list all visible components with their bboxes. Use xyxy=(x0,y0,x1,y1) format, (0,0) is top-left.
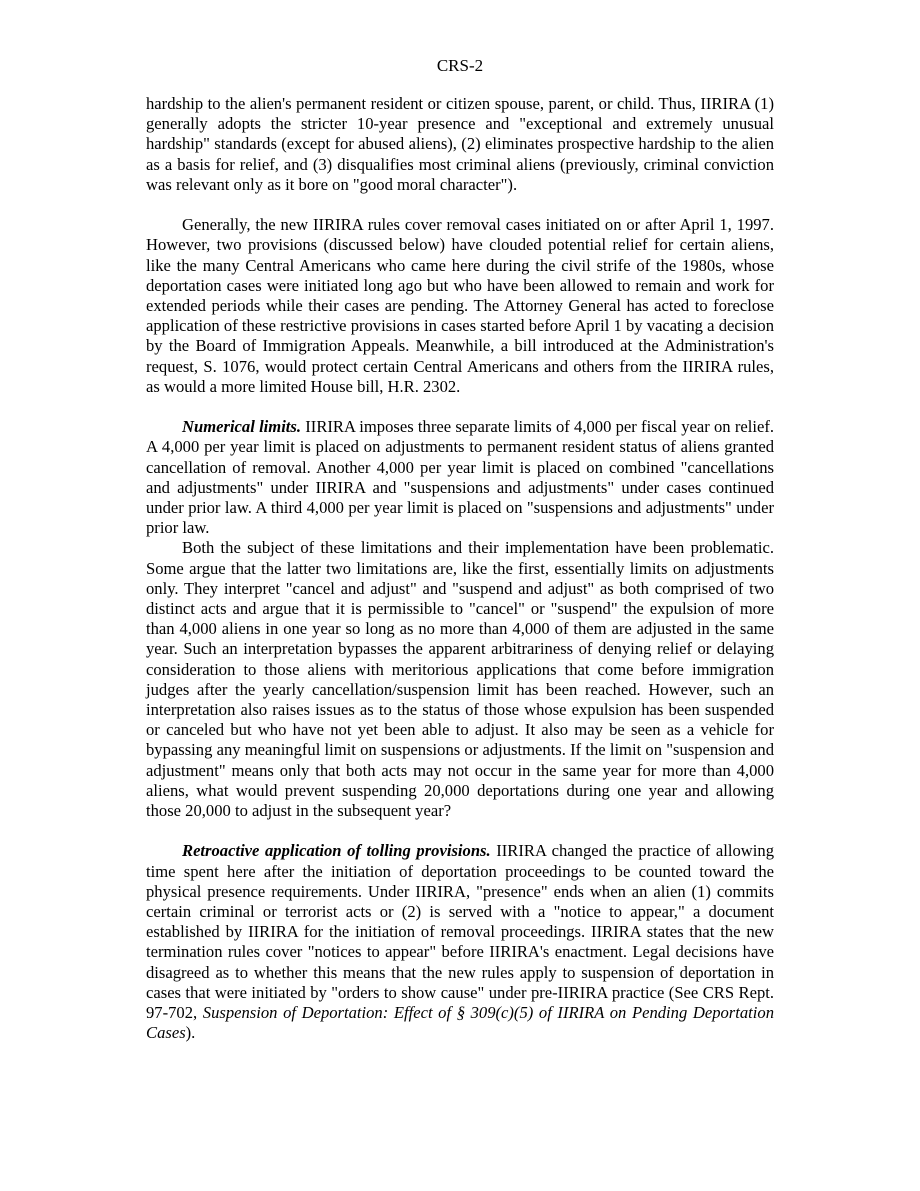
paragraph-numerical-limits xyxy=(146,417,774,538)
paragraph-hardship-summary: hardship to the alien's permanent resident or citizen spouse, parent, or child. Thus, IIRIRA (1) generally adopts the stricter 10-year presence and "exceptional and extremely unusual hardship" standards (except for abused aliens), (2) eliminates prospective hardship to the alien as a basis for relief, and (3) disqualifies most criminal aliens (previously, criminal conviction was relevant only as it bore on "good moral character"). xyxy=(146,94,774,194)
report-citation-title: Suspension of Deportation: Effect of § 309(c)(5) of IIRIRA on Pending Deportation Cases xyxy=(146,1003,774,1043)
tolling-provisions-text: IIRIRA changed the practice of allowing time spent here after the initiation of deportation proceedings to be counted toward the physical presence requirements. Under IIRIRA, "presence" ends when an alien (1) commits certain criminal or terrorist acts or (2) is served with a "notice to appear," a document established by IIRIRA for the initiation of removal proceedings. IIRIRA states that the new termination rules cover "notices to appear" before IIRIRA's enactment. Legal decisions have disagreed as to whether this means that the new rules apply to suspension of deportation in cases that were initiated by "orders to show cause" under pre-IIRIRA practice (See CRS Rept. 97-702, xyxy=(146,841,774,1023)
tolling-provisions-tail: ). xyxy=(185,1023,196,1043)
paragraph-iirira-rules: Generally, the new IIRIRA rules cover removal cases initiated on or after April 1, 1997. However, two provisions (discussed below) have clouded potential relief for certain aliens, like the many Central Americans who came here during the civil strife of the 1980s, whose deportation cases were initiated long ago but who have been allowed to remain and work for extended periods while their cases are pending. The Attorney General has acted to foreclose application of these restrictive provisions in cases started before April 1 by vacating a decision by the Board of Immigration Appeals. Meanwhile, a bill introduced at the Administration's request, S. 1076, would protect certain Central Americans and others from the IIRIRA rules, as would a more limited House bill, H.R. 2302. xyxy=(146,215,774,396)
section-heading-numerical-limits: Numerical limits. xyxy=(182,417,302,437)
paragraph-tolling-provisions xyxy=(146,841,774,1043)
paragraph-limitations-problematic: Both the subject of these limitations and their implementation have been problematic. Some argue that the latter two limitations are, like the first, essentially limits on adjustments only. They interpret "cancel and adjust" and "suspend and adjust" as both comprised of two distinct acts and argue that it is permissible to "cancel" or "suspend" the expulsion of more than 4,000 aliens in one year so long as no more than 4,000 of them are adjusted in the same year. Such an interpretation bypasses the apparent arbitrariness of denying relief or delaying consideration to those aliens with meritorious applications that come before immigration judges after the yearly cancellation/suspension limit has been reached. However, such an interpretation also raises issues as to the status of those whose expulsion has been suspended or canceled but who have not yet been able to adjust. It also may be seen as a vehicle for bypassing any meaningful limit on suspensions or adjustments. If the limit on "suspension and adjustment" means only that both acts may not occur in the same year for more than 4,000 aliens, what would prevent suspending 20,000 deportations during one year and allowing those 20,000 to adjust in the subsequent year? xyxy=(146,538,774,821)
section-heading-tolling-provisions: Retroactive application of tolling provisions. xyxy=(182,841,491,861)
document-body xyxy=(146,94,774,1044)
page-number-header: CRS-2 xyxy=(436,56,484,75)
numerical-limits-text: IIRIRA imposes three separate limits of 4,000 per fiscal year on relief. A 4,000 per year limit is placed on adjustments to permanent resident status of aliens granted cancellation of removal. Another 4,000 per year limit is placed on combined "cancellations and adjustments" under IIRIRA and "suspensions and adjustments" under cases continued under prior law. A third 4,000 per year limit is placed on "suspensions and adjustments" under prior law. xyxy=(146,417,774,538)
